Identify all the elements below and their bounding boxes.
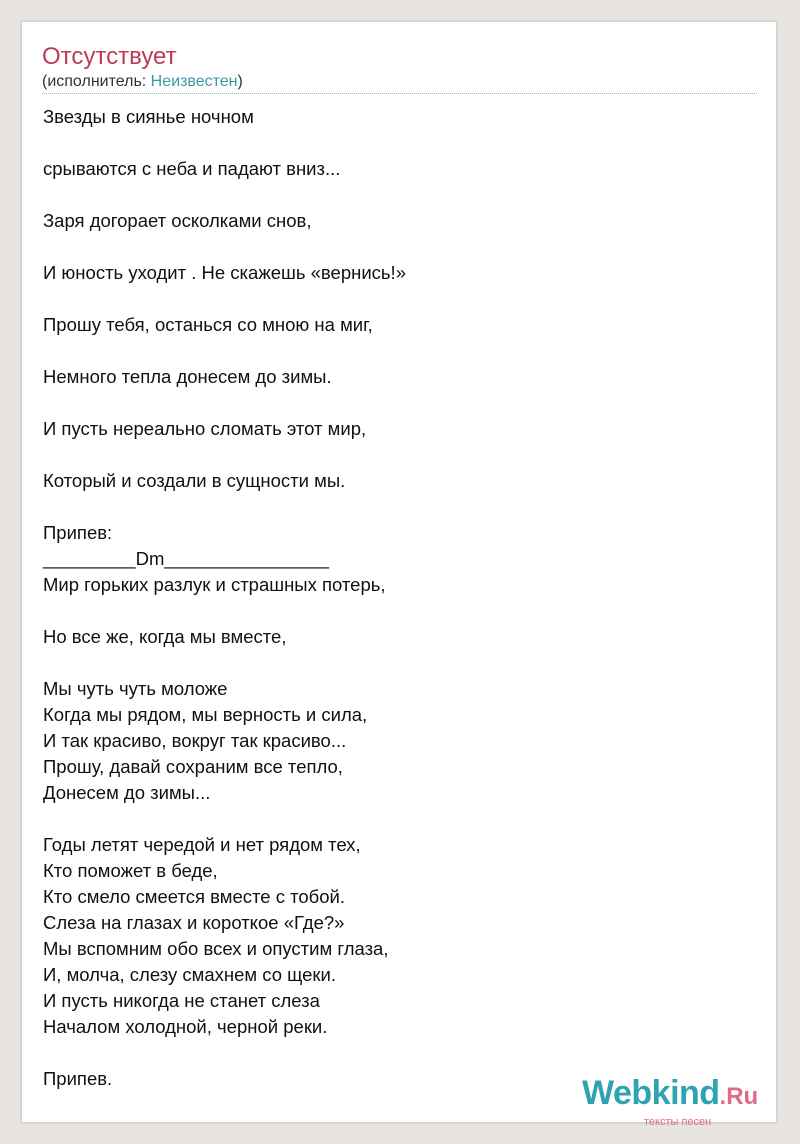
lyric-line bbox=[43, 494, 743, 520]
logo-tld-text: .Ru bbox=[719, 1083, 759, 1110]
lyric-line bbox=[43, 1040, 743, 1066]
lyric-line: Мы чуть чуть моложе bbox=[43, 678, 228, 699]
lyric-line bbox=[43, 806, 743, 832]
logo-main-text: Webkind bbox=[582, 1074, 720, 1112]
lyric-line bbox=[43, 650, 743, 676]
lyric-line bbox=[43, 598, 743, 624]
lyric-line bbox=[43, 338, 743, 364]
lyrics-page bbox=[22, 22, 776, 1128]
lyric-line: Прошу, давай сохраним все тепло, bbox=[43, 756, 343, 777]
lyric-line: Кто смело смеется вместе с тобой. bbox=[43, 886, 346, 907]
lyric-line: Мы вспомним обо всех и опустим глаза, bbox=[43, 938, 389, 959]
lyric-line bbox=[43, 182, 743, 208]
lyric-line: Кто поможет в беде, bbox=[43, 860, 218, 881]
lyric-line bbox=[43, 442, 743, 468]
lyric-line: И, молча, слезу смахнем со щеки. bbox=[43, 964, 336, 985]
lyric-line: Припев. bbox=[43, 1068, 113, 1089]
lyric-line bbox=[43, 130, 743, 156]
lyric-line bbox=[43, 234, 743, 260]
chord-line: _________Dm________________ bbox=[43, 548, 329, 569]
lyric-line bbox=[43, 286, 743, 312]
lyric-line: Заря догорает осколками снов, bbox=[43, 210, 312, 231]
logo-tagline: тексты песен bbox=[644, 1116, 712, 1128]
lyric-line: Звезды в сиянье ночном bbox=[43, 106, 254, 127]
lyric-line: Началом холодной, черной реки. bbox=[43, 1016, 328, 1037]
lyric-line: Когда мы рядом, мы верность и сила, bbox=[43, 704, 368, 725]
lyric-line: Припев: bbox=[43, 522, 113, 543]
lyric-line: Немного тепла донесем до зимы. bbox=[43, 366, 332, 387]
artist-prefix: (исполнитель: bbox=[42, 73, 151, 90]
lyric-line: И так красиво, вокруг так красиво... bbox=[43, 730, 347, 751]
lyrics-text bbox=[43, 104, 743, 1092]
lyric-line: И пусть никогда не станет слеза bbox=[43, 990, 320, 1011]
lyric-line bbox=[43, 390, 743, 416]
lyric-line: Слеза на глазах и короткое «Где?» bbox=[43, 912, 345, 933]
lyric-line: И юность уходит . Не скажешь «вернись!» bbox=[43, 262, 406, 283]
lyric-line: Который и создали в сущности мы. bbox=[43, 470, 346, 491]
lyric-line: Прошу тебя, останься со мною на миг, bbox=[43, 314, 373, 335]
lyric-line: Мир горьких разлук и страшных потерь, bbox=[43, 574, 386, 595]
title-divider bbox=[42, 93, 757, 94]
lyric-line: И пусть нереально сломать этот мир, bbox=[43, 418, 367, 439]
artist-line bbox=[42, 73, 243, 91]
lyric-line: срываются с неба и падают вниз... bbox=[43, 158, 341, 179]
webkind-logo[interactable] bbox=[582, 1074, 759, 1128]
lyric-line: Но все же, когда мы вместе, bbox=[43, 626, 287, 647]
lyric-line: Годы летят чередой и нет рядом тех, bbox=[43, 834, 361, 855]
artist-suffix: ) bbox=[237, 73, 243, 90]
song-title: Отсутствует bbox=[42, 43, 177, 70]
artist-link[interactable]: Неизвестен bbox=[150, 73, 238, 90]
lyric-line: Донесем до зимы... bbox=[43, 782, 211, 803]
